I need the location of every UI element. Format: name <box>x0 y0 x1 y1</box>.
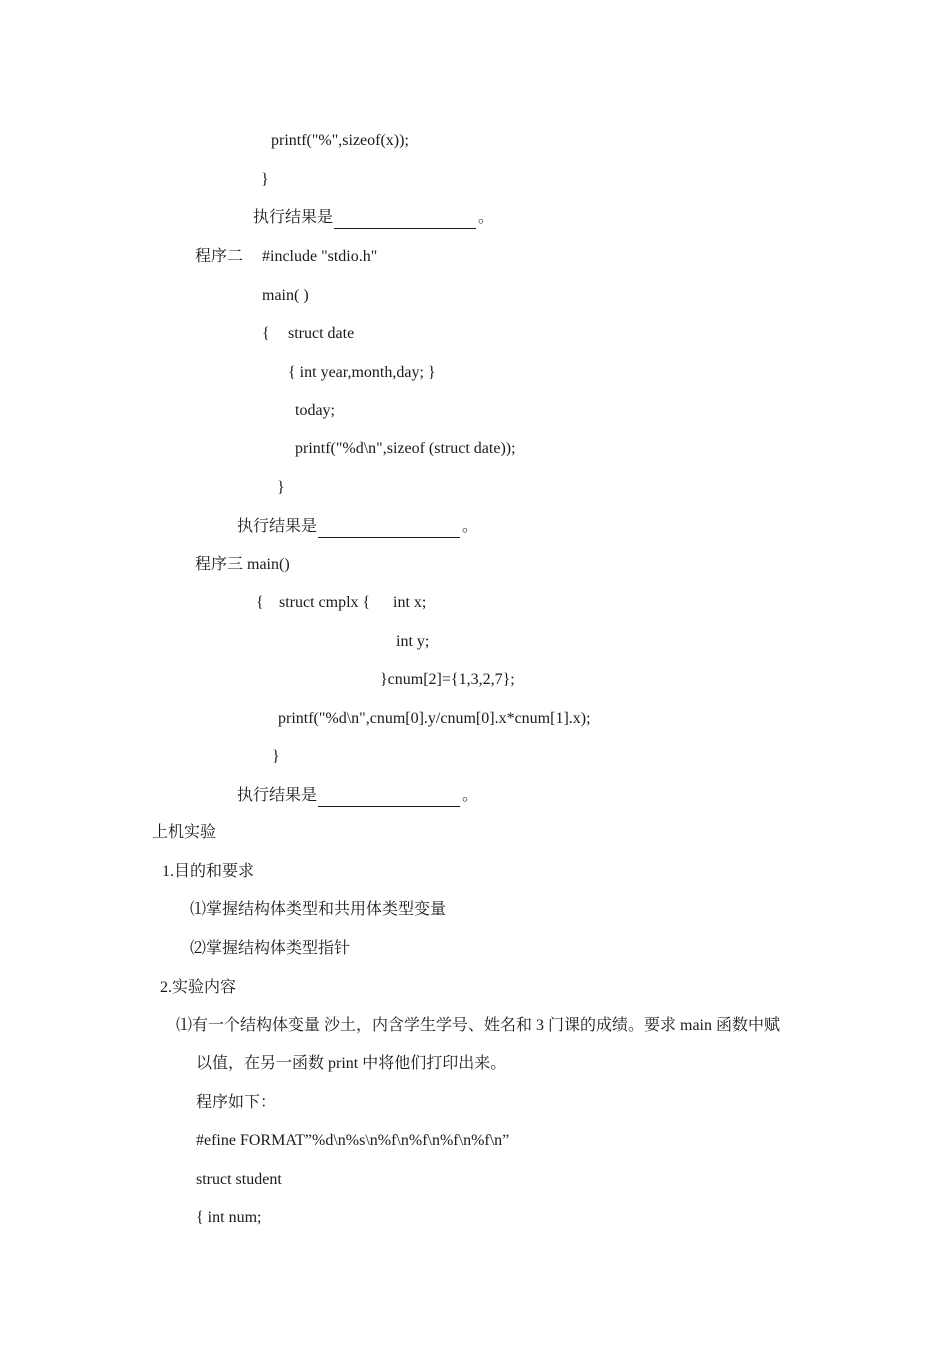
code-line: } <box>261 171 269 188</box>
section-heading: 上机实验 <box>152 824 217 841</box>
code-line: { <box>256 594 264 611</box>
subsection-heading: 2.实验内容 <box>160 979 237 996</box>
code-line: } <box>272 748 280 765</box>
result-end: 。 <box>478 209 495 226</box>
answer-blank <box>318 519 460 538</box>
result-line <box>253 207 494 229</box>
code-line: printf("%d\n",cnum[0].y/cnum[0].x*cnum[1].x); <box>278 710 591 727</box>
code-intro: 程序如下： <box>196 1094 277 1111</box>
result-label: 执行结果是 <box>237 787 318 804</box>
code-line: struct date <box>288 325 355 342</box>
code-line: today; <box>295 402 335 419</box>
code-line: } <box>277 479 285 496</box>
code-line: { int year,month,day; } <box>288 364 436 381</box>
code-line: int y; <box>396 633 430 650</box>
code-line: #include "stdio.h" <box>262 248 378 265</box>
code-line: printf("%d\n",sizeof (struct date)); <box>295 440 516 457</box>
code-line: #efine FORMAT”%d\n%s\n%f\n%f\n%f\n%f\n” <box>196 1132 510 1149</box>
subsection-heading: 1.目的和要求 <box>162 863 255 880</box>
task-text: 以值，在另一函数 print 中将他们打印出来。 <box>196 1055 507 1072</box>
code-line: main( ) <box>262 287 309 304</box>
code-line: int x; <box>393 594 427 611</box>
list-item: ⑵掌握结构体类型指针 <box>190 940 351 957</box>
code-line: { int num; <box>196 1209 262 1226</box>
result-end: 。 <box>462 518 479 535</box>
task-text: ⑴有一个结构体变量 沙土，内含学生学号、姓名和 3 门课的成绩。要求 main 函数中赋 <box>176 1017 780 1034</box>
code-line: struct student <box>196 1171 282 1188</box>
result-line <box>237 785 478 807</box>
list-item: ⑴掌握结构体类型和共用体类型变量 <box>190 901 447 918</box>
code-line: { <box>262 325 270 342</box>
result-end: 。 <box>462 787 479 804</box>
answer-blank <box>318 788 460 807</box>
program-label: 程序二 <box>195 248 244 265</box>
code-line: }cnum[2]={1,3,2,7}; <box>380 671 515 688</box>
result-label: 执行结果是 <box>237 518 318 535</box>
program-label: 程序三 main() <box>195 556 290 573</box>
code-line: struct cmplx { <box>279 594 371 611</box>
code-line: printf("%",sizeof(x)); <box>271 132 409 149</box>
answer-blank <box>334 210 476 229</box>
result-label: 执行结果是 <box>253 209 334 226</box>
result-line <box>237 516 478 538</box>
